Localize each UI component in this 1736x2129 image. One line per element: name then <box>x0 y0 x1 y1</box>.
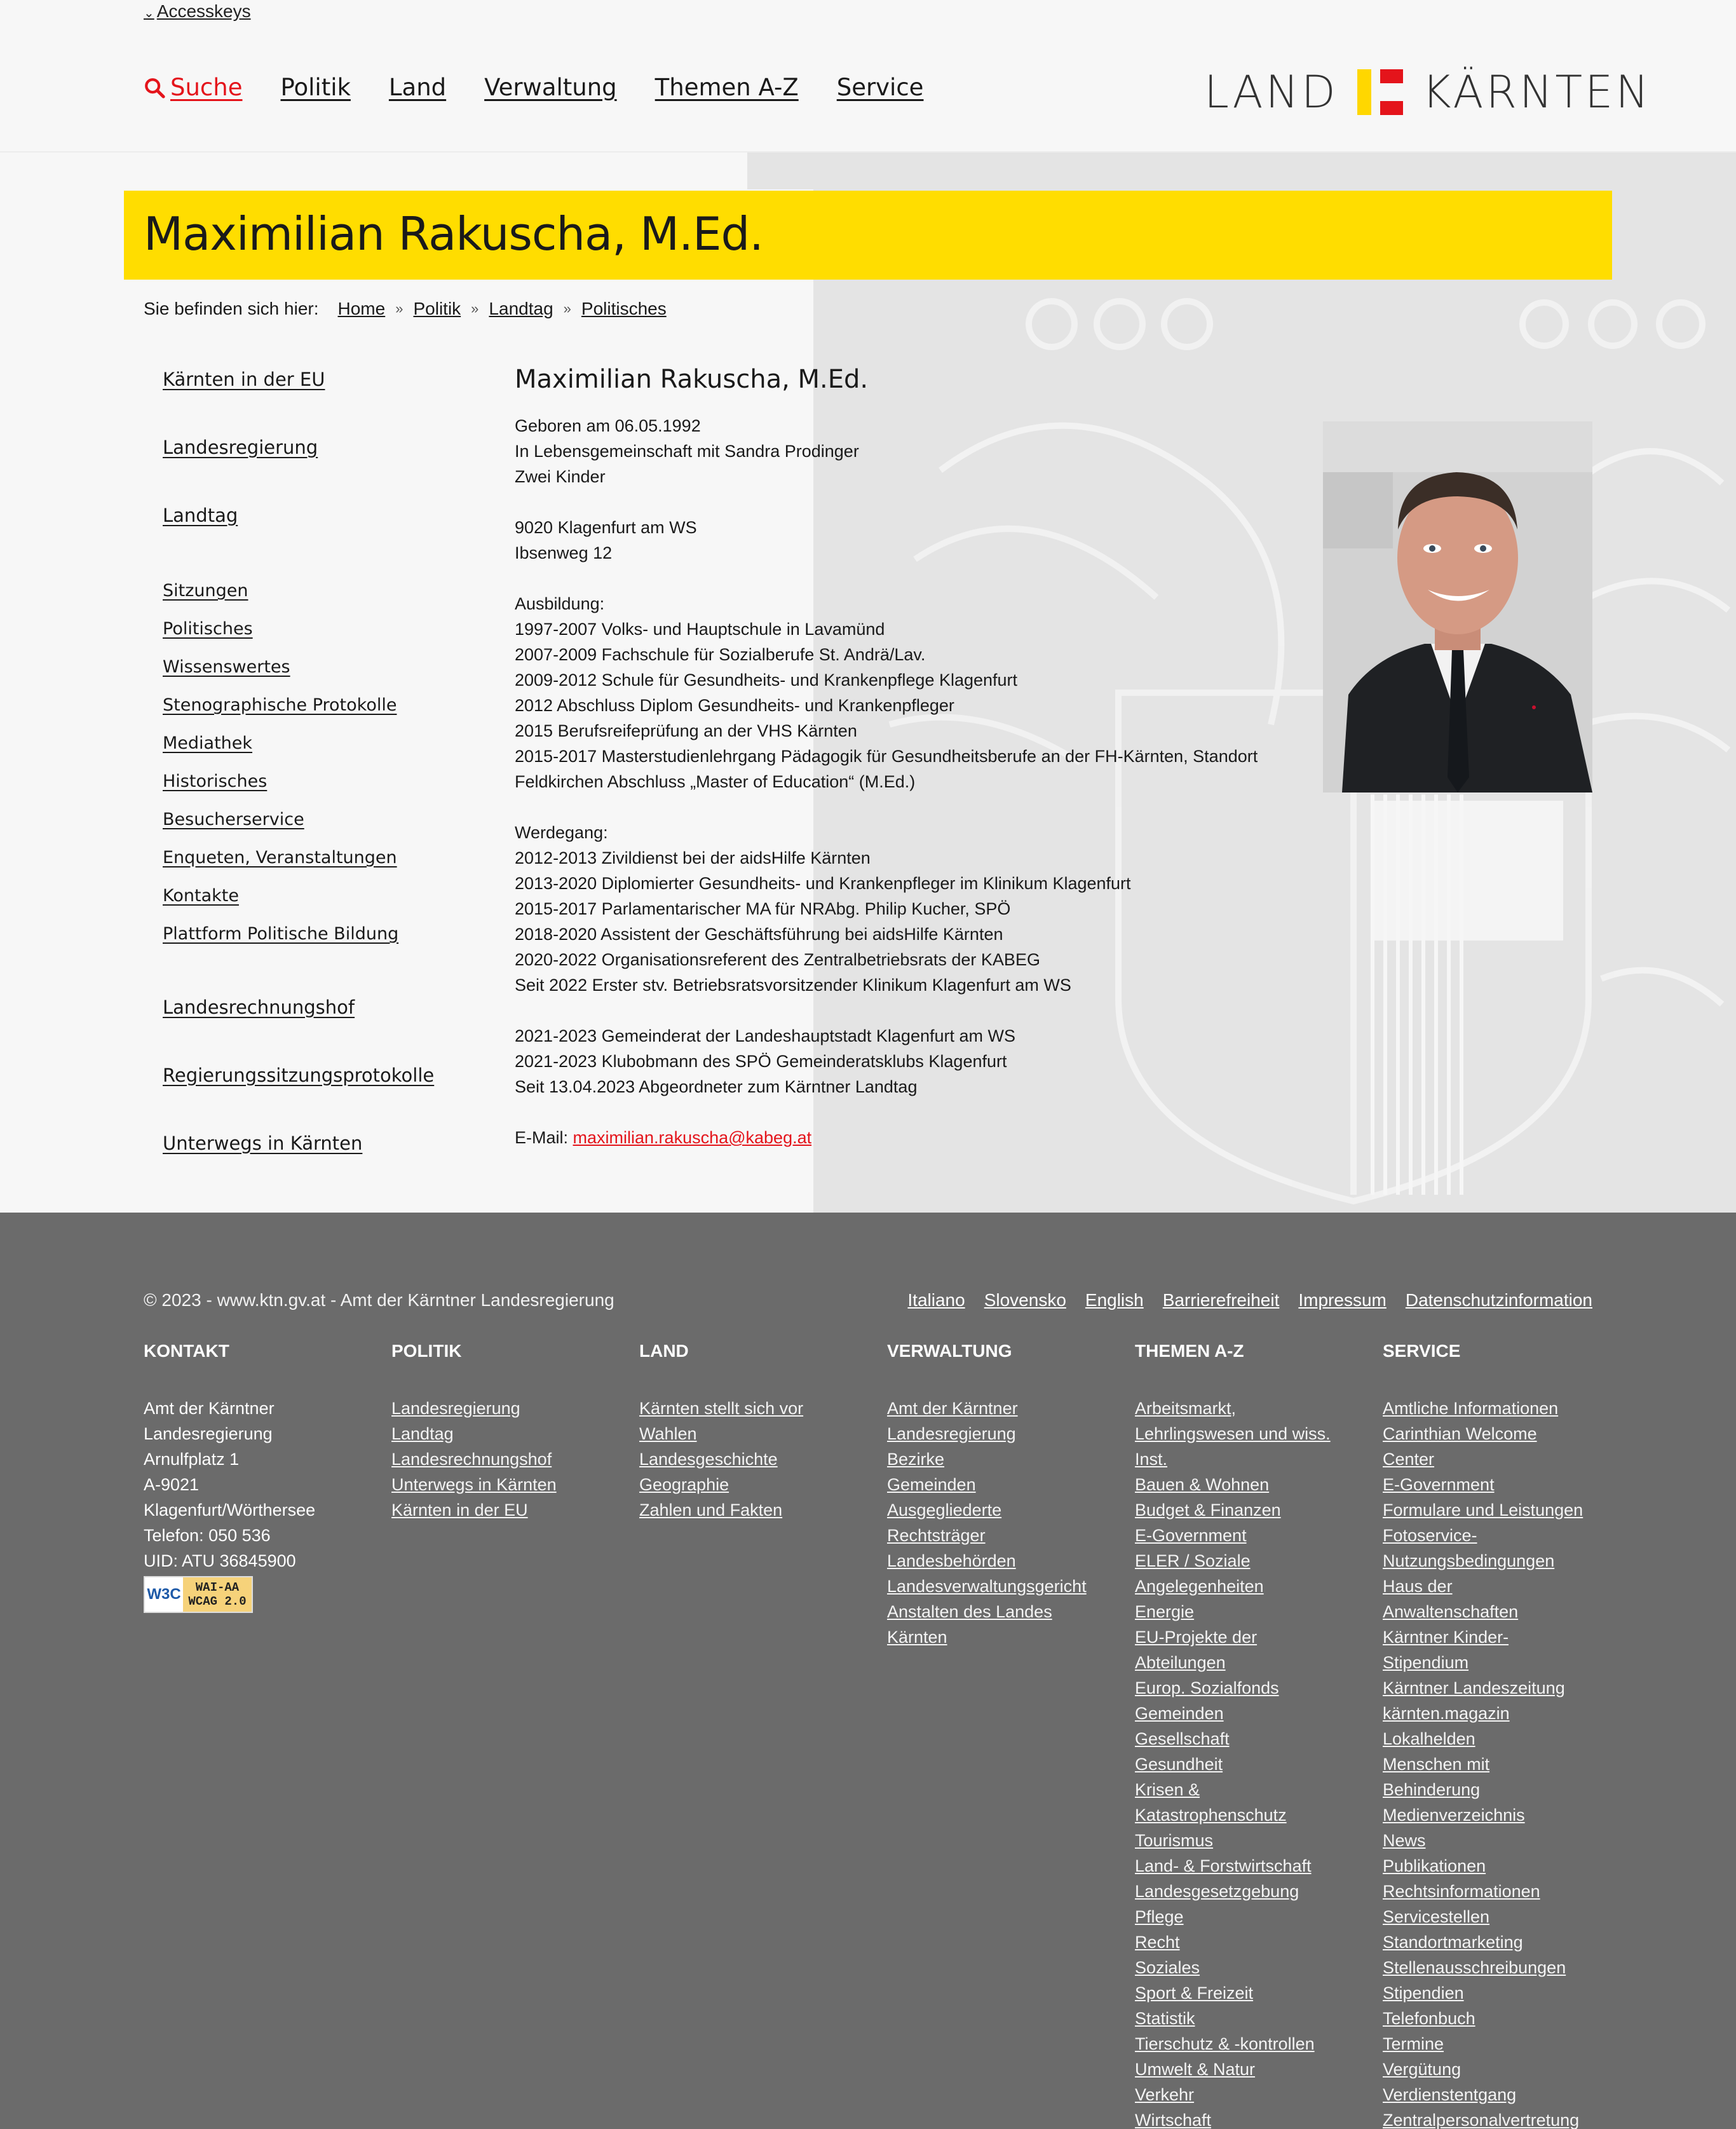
footer-link[interactable]: Geographie <box>639 1475 729 1494</box>
bio-spacer <box>515 566 1296 591</box>
footer-link[interactable]: Behinderung <box>1383 1780 1481 1799</box>
footer-contact-line: UID: ATU 36845900 <box>144 1551 296 1570</box>
content-heading: Maximilian Rakuscha, M.Ed. <box>515 365 869 394</box>
footer-link[interactable]: Abteilungen <box>1135 1653 1226 1672</box>
sidebar-item-wissenswertes[interactable]: Wissenswertes <box>163 657 290 677</box>
sidebar-item-besucherservice[interactable]: Besucherservice <box>163 810 304 829</box>
footer-link[interactable]: Landesrechnungshof <box>391 1450 552 1469</box>
wai-aa-badge[interactable] <box>144 1576 253 1613</box>
main-content <box>515 365 1296 1150</box>
bio-line: 2009-2012 Schule für Gesundheits- und Krankenpflege Klagenfurt <box>515 670 1018 690</box>
footer-link[interactable]: Sport & Freizeit <box>1135 1983 1254 2003</box>
footer-link[interactable]: Anwaltenschaften <box>1383 1602 1519 1621</box>
bio-line: Seit 13.04.2023 Abgeordneter zum Kärntner Landtag <box>515 1077 918 1096</box>
sidebar-item-unterwegs[interactable]: Unterwegs in Kärnten <box>163 1133 363 1154</box>
footer-link[interactable]: Wirtschaft <box>1135 2111 1212 2129</box>
footer-link-slovensko[interactable]: Slovensko <box>984 1290 1066 1310</box>
footer-link[interactable]: Telefonbuch <box>1383 2009 1475 2028</box>
main-navigation <box>144 74 923 101</box>
bio-spacer <box>515 794 1296 820</box>
sidebar-item-sitzungen[interactable]: Sitzungen <box>163 581 248 601</box>
footer-link[interactable]: Stipendium <box>1383 1653 1469 1672</box>
footer-link[interactable]: Carinthian Welcome <box>1383 1424 1537 1443</box>
footer-link-italiano[interactable]: Italiano <box>907 1290 965 1310</box>
sidebar-item-landtag[interactable]: Landtag <box>163 505 238 526</box>
footer-link[interactable]: Gemeinden <box>887 1475 976 1494</box>
footer-contact-line: Arnulfplatz 1 <box>144 1450 240 1469</box>
biography <box>515 413 1296 1125</box>
bio-line: 2015 Berufsreifeprüfung an der VHS Kärnten <box>515 721 857 740</box>
bio-line: 2015-2017 Parlamentarischer MA für NRAbg. Philip Kucher, SPÖ <box>515 899 1011 918</box>
sidebar-item-enqueten[interactable]: Enqueten, Veranstaltungen <box>163 848 397 867</box>
footer-link[interactable]: Stipendien <box>1383 1983 1464 2003</box>
footer-link[interactable]: Tourismus <box>1135 1831 1214 1850</box>
footer-link[interactable]: Soziales <box>1135 1958 1200 1977</box>
footer-contact-line: Klagenfurt/Wörthersee <box>144 1500 316 1520</box>
footer-copyright: © 2023 - www.ktn.gv.at - Amt der Kärntner Landesregierung <box>144 1290 614 1310</box>
breadcrumb <box>144 299 667 319</box>
footer-link[interactable]: Bauen & Wohnen <box>1135 1475 1270 1494</box>
footer-link[interactable]: Zahlen und Fakten <box>639 1500 783 1520</box>
search-label: Suche <box>170 74 243 101</box>
footer-link[interactable]: Fotoservice- <box>1383 1526 1477 1545</box>
footer-link[interactable]: Servicestellen <box>1383 1907 1490 1926</box>
footer-link[interactable]: Katastrophenschutz <box>1135 1806 1287 1825</box>
footer-link[interactable]: Standortmarketing <box>1383 1933 1523 1952</box>
footer-link[interactable]: Arbeitsmarkt, <box>1135 1399 1237 1418</box>
footer-link[interactable]: Umwelt & Natur <box>1135 2060 1256 2079</box>
footer-link[interactable]: Landesgeschichte <box>639 1450 778 1469</box>
footer-link[interactable]: Verdienstentgang <box>1383 2085 1517 2104</box>
logo-text-right: KÄRNTEN <box>1421 66 1651 118</box>
footer-link[interactable]: Lokalhelden <box>1383 1729 1475 1748</box>
footer-link[interactable]: Landesgesetzgebung <box>1135 1882 1299 1901</box>
sidebar-item-kaernten-eu[interactable]: Kärnten in der EU <box>163 369 325 390</box>
sidebar-item-landesregierung[interactable]: Landesregierung <box>163 437 318 458</box>
footer-contact-line: Telefon: 050 536 <box>144 1526 271 1545</box>
footer-link[interactable]: Landesverwaltungsgericht <box>887 1577 1087 1596</box>
footer-link[interactable]: Amt der Kärntner <box>887 1399 1018 1418</box>
footer-column-themen <box>1135 1341 1364 2129</box>
footer-link[interactable]: ELER / Soziale <box>1135 1551 1251 1570</box>
search-link[interactable] <box>144 74 243 101</box>
footer-legal-links <box>907 1290 1592 1310</box>
footer-link[interactable]: Publikationen <box>1383 1856 1486 1875</box>
accesskeys-link[interactable] <box>144 1 251 22</box>
footer-column-verwaltung <box>887 1341 1116 1650</box>
footer-column-kontakt <box>144 1341 372 1613</box>
bio-line: Ibsenweg 12 <box>515 543 613 562</box>
bio-spacer <box>515 1099 1296 1125</box>
footer-link[interactable]: Anstalten des Landes <box>887 1602 1052 1621</box>
sidebar-item-historisches[interactable]: Historisches <box>163 772 268 791</box>
nav-land[interactable]: Land <box>388 74 447 101</box>
bio-line: Seit 2022 Erster stv. Betriebsratsvorsitzender Klinikum Klagenfurt am WS <box>515 976 1071 995</box>
footer-link[interactable]: Termine <box>1383 2034 1444 2053</box>
footer-contact-line: Amt der Kärntner <box>144 1399 275 1418</box>
bio-line: 2007-2009 Fachschule für Sozialberufe St. Andrä/Lav. <box>515 645 926 664</box>
footer-link[interactable]: Landesregierung <box>391 1399 520 1418</box>
footer-column-service <box>1383 1341 1611 2129</box>
footer-contact-line: Landesregierung <box>144 1424 273 1443</box>
logo-mark-icon <box>1357 69 1403 115</box>
logo-text-left: LAND <box>1204 66 1338 118</box>
footer-link[interactable]: Wahlen <box>639 1424 697 1443</box>
bio-line: Ausbildung: <box>515 594 605 613</box>
page-title: Maximilian Rakuscha, M.Ed. <box>144 207 764 261</box>
footer-link[interactable]: Angelegenheiten <box>1135 1577 1264 1596</box>
bio-line: Geboren am 06.05.1992 <box>515 416 701 435</box>
w3c-logo: W3C <box>147 1586 181 1603</box>
breadcrumb-label: Sie befinden sich hier: <box>144 299 319 318</box>
footer-link[interactable]: Zentralpersonalvertretung <box>1383 2111 1580 2129</box>
email-link[interactable]: maximilian.rakuscha@kabeg.at <box>573 1128 812 1147</box>
footer-link[interactable]: Gesundheit <box>1135 1755 1223 1774</box>
footer-link[interactable]: Budget & Finanzen <box>1135 1500 1281 1520</box>
wcag-label <box>183 1577 252 1612</box>
footer-link[interactable]: Ausgegliederte <box>887 1500 1002 1520</box>
bio-line: Feldkirchen Abschluss „Master of Education“ (M.Ed.) <box>515 772 916 791</box>
footer-link-impressum[interactable]: Impressum <box>1298 1290 1387 1310</box>
bio-line: 2012 Abschluss Diplom Gesundheits- und Krankenpfleger <box>515 696 954 715</box>
footer-link[interactable]: Menschen mit <box>1383 1755 1490 1774</box>
wai-aa-text: WAI-AA <box>195 1581 240 1595</box>
footer-link[interactable]: Recht <box>1135 1933 1180 1952</box>
footer-link[interactable]: Statistik <box>1135 2009 1195 2028</box>
footer-link[interactable]: Landtag <box>391 1424 454 1443</box>
footer-link[interactable]: Vergütung <box>1383 2060 1461 2079</box>
land-kaernten-logo[interactable] <box>1204 66 1651 118</box>
bio-line: 2018-2020 Assistent der Geschäftsführung bei aidsHilfe Kärnten <box>515 925 1003 944</box>
bio-spacer <box>515 998 1296 1023</box>
bio-line: 2021-2023 Klubobmann des SPÖ Gemeinderatsklubs Klagenfurt <box>515 1052 1007 1071</box>
footer-politik-links <box>391 1396 620 1523</box>
footer-link[interactable]: Formulare und Leistungen <box>1383 1500 1583 1520</box>
breadcrumb-politisches[interactable]: Politisches <box>581 299 667 318</box>
footer-link[interactable]: News <box>1383 1831 1426 1850</box>
breadcrumb-landtag[interactable]: Landtag <box>489 299 553 318</box>
footer-link[interactable]: Rechtsinformationen <box>1383 1882 1540 1901</box>
footer-link[interactable]: Lehrlingswesen und wiss. <box>1135 1424 1331 1443</box>
footer-link[interactable]: EU-Projekte der <box>1135 1628 1258 1647</box>
footer-land-links <box>639 1396 868 1523</box>
footer-link[interactable]: Verkehr <box>1135 2085 1195 2104</box>
footer-link[interactable]: Gemeinden <box>1135 1704 1224 1723</box>
email-line <box>515 1125 1296 1150</box>
sidebar-item-politisches[interactable]: Politisches <box>163 619 253 639</box>
footer-link[interactable]: Amtliche Informationen <box>1383 1399 1559 1418</box>
nav-verwaltung[interactable]: Verwaltung <box>484 74 617 101</box>
footer-link[interactable]: Rechtsträger <box>887 1526 986 1545</box>
footer-link[interactable]: Gesellschaft <box>1135 1729 1230 1748</box>
bio-spacer <box>515 489 1296 515</box>
footer-land-title: LAND <box>639 1341 689 1361</box>
footer-service-title: SERVICE <box>1383 1341 1461 1361</box>
footer-link[interactable]: E-Government <box>1383 1475 1495 1494</box>
sidebar-item-protokolle[interactable]: Stenographische Protokolle <box>163 695 397 715</box>
nav-themen[interactable]: Themen A-Z <box>654 74 799 101</box>
sidebar-item-landesrechnungshof[interactable]: Landesrechnungshof <box>163 996 355 1018</box>
footer-link[interactable]: kärnten.magazin <box>1383 1704 1510 1723</box>
footer-link[interactable]: Center <box>1383 1450 1435 1469</box>
footer-link[interactable]: Krisen & <box>1135 1780 1200 1799</box>
footer-link[interactable]: Tierschutz & -kontrollen <box>1135 2034 1315 2053</box>
footer-kontakt-title: KONTAKT <box>144 1341 229 1361</box>
footer-column-land <box>639 1341 868 1523</box>
footer-link[interactable]: Land- & Forstwirtschaft <box>1135 1856 1312 1875</box>
sidebar-item-mediathek[interactable]: Mediathek <box>163 733 253 753</box>
chevron-right-icon: » <box>471 301 479 316</box>
background-strip <box>747 153 813 189</box>
footer-link[interactable]: Kärnten stellt sich vor <box>639 1399 804 1418</box>
footer-link-datenschutz[interactable]: Datenschutzinformation <box>1405 1290 1592 1310</box>
footer-verwaltung-title: VERWALTUNG <box>887 1341 1012 1361</box>
footer-link[interactable]: E-Government <box>1135 1526 1247 1545</box>
email-label: E-Mail: <box>515 1128 569 1147</box>
chevron-right-icon: » <box>395 301 403 316</box>
footer-link[interactable]: Haus der <box>1383 1577 1453 1596</box>
footer-link[interactable]: Europ. Sozialfonds <box>1135 1678 1279 1697</box>
footer-link-barrierefreiheit[interactable]: Barrierefreiheit <box>1162 1290 1280 1310</box>
bio-line: 2021-2023 Gemeinderat der Landeshauptstadt Klagenfurt am WS <box>515 1026 1015 1045</box>
sidebar-item-politische-bildung[interactable]: Plattform Politische Bildung <box>163 924 399 944</box>
footer-link[interactable]: Stellenausschreibungen <box>1383 1958 1566 1977</box>
sidebar-item-regierungssitzungsprotokolle[interactable]: Regierungssitzungsprotokolle <box>163 1064 435 1086</box>
bio-line: 2020-2022 Organisationsreferent des Zentralbetriebsrats der KABEG <box>515 950 1040 969</box>
bio-line: Zwei Kinder <box>515 467 606 486</box>
bio-line: 1997-2007 Volks- und Hauptschule in Lavamünd <box>515 620 885 639</box>
footer-link[interactable]: Kärntner Kinder- <box>1383 1628 1509 1647</box>
footer-link[interactable]: Inst. <box>1135 1450 1168 1469</box>
footer-link[interactable]: Nutzungsbedingungen <box>1383 1551 1555 1570</box>
search-icon <box>144 77 165 99</box>
footer-kontakt-lines <box>144 1396 372 1574</box>
footer-themen-links <box>1135 1396 1364 2129</box>
bio-line: 2013-2020 Diplomierter Gesundheits- und Krankenpfleger im Klinikum Klagenfurt <box>515 874 1131 893</box>
footer-service-links <box>1383 1396 1611 2129</box>
portrait-photo <box>1323 421 1592 792</box>
footer-link[interactable]: Landesbehörden <box>887 1551 1016 1570</box>
wcag-text: WCAG 2.0 <box>188 1595 247 1609</box>
chevron-down-icon: ⌄ <box>144 6 154 20</box>
nav-service[interactable]: Service <box>836 74 924 101</box>
bio-line: 2015-2017 Masterstudienlehrgang Pädagogik für Gesundheitsberufe an der FH-Kärnten, Standort <box>515 747 1258 766</box>
breadcrumb-home[interactable]: Home <box>337 299 386 318</box>
footer-link[interactable]: Unterwegs in Kärnten <box>391 1475 557 1494</box>
bio-line: 2012-2013 Zivildienst bei der aidsHilfe Kärnten <box>515 848 871 867</box>
bio-line: In Lebensgemeinschaft mit Sandra Prodinger <box>515 442 859 461</box>
footer-link[interactable]: Pflege <box>1135 1907 1184 1926</box>
footer-column-politik <box>391 1341 620 1523</box>
bio-line: Werdegang: <box>515 823 608 842</box>
footer-politik-title: POLITIK <box>391 1341 462 1361</box>
breadcrumb-politik[interactable]: Politik <box>413 299 461 318</box>
nav-politik[interactable]: Politik <box>280 74 351 101</box>
footer-link-english[interactable]: English <box>1085 1290 1144 1310</box>
chevron-right-icon: » <box>563 301 571 316</box>
footer-contact-line: A-9021 <box>144 1475 200 1494</box>
footer-verwaltung-links <box>887 1396 1116 1650</box>
footer-link[interactable]: Energie <box>1135 1602 1195 1621</box>
footer-link[interactable]: Kärnten <box>887 1628 947 1647</box>
footer-link[interactable]: Kärntner Landeszeitung <box>1383 1678 1565 1697</box>
footer-link[interactable]: Bezirke <box>887 1450 945 1469</box>
footer-link[interactable]: Kärnten in der EU <box>391 1500 528 1520</box>
footer-themen-title: THEMEN A-Z <box>1135 1341 1244 1361</box>
bio-line: 9020 Klagenfurt am WS <box>515 518 697 537</box>
footer-link[interactable]: Medienverzeichnis <box>1383 1806 1525 1825</box>
footer-link[interactable]: Landesregierung <box>887 1424 1016 1443</box>
footer <box>0 1213 1736 2129</box>
accesskeys-label: Accesskeys <box>156 1 251 21</box>
sidebar-item-kontakte[interactable]: Kontakte <box>163 886 239 906</box>
